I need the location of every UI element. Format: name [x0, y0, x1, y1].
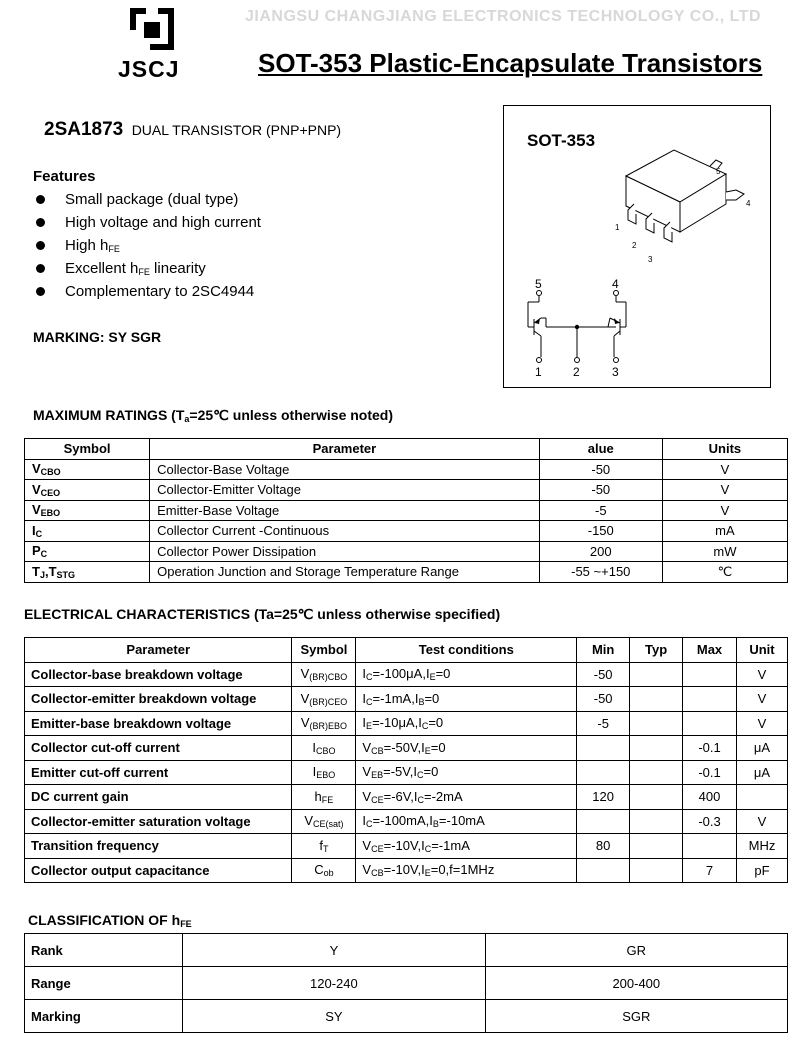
max-cell: -0.1	[683, 760, 737, 785]
parameter-cell: Collector Current -Continuous	[150, 521, 540, 542]
bullet-icon	[36, 218, 45, 227]
feature-item	[33, 234, 261, 257]
min-cell: -5	[577, 711, 630, 736]
value-cell: -150	[539, 521, 662, 542]
condition-cell: $I_C=-1mA,I_B=0$	[356, 687, 577, 712]
table-row	[25, 480, 788, 501]
column-header: Parameter	[150, 439, 540, 460]
column-header: Max	[683, 638, 737, 663]
feature-text: High voltage and high current	[65, 214, 261, 231]
electrical-table	[24, 637, 788, 883]
parameter-cell: Collector output capacitance	[25, 858, 292, 883]
max-cell: -0.3	[683, 809, 737, 834]
value-cell: -50	[539, 459, 662, 480]
part-number: 2SA1873	[44, 119, 124, 140]
condition-cell: $V_{CB}=-10V,I_E=0,f=1MHz$	[356, 858, 577, 883]
symbol-cell: $V_{(BR)EBO}$	[292, 711, 356, 736]
condition-cell: $I_E=-10\mu A,I_C=0$	[356, 711, 577, 736]
row-label-cell: Rank	[25, 934, 183, 967]
schematic-pin-4: 4	[612, 277, 619, 291]
symbol-cell: $T_J,T_{STG}$	[25, 562, 150, 583]
max-cell	[683, 662, 737, 687]
feature-text: Complementary to 2SC4944	[65, 283, 255, 300]
part-heading	[44, 119, 341, 141]
table-row	[25, 785, 788, 810]
schematic-pin-2: 2	[573, 365, 580, 379]
unit-cell: V	[662, 459, 787, 480]
max-cell	[683, 687, 737, 712]
max-cell: 400	[683, 785, 737, 810]
value-cell: SY	[183, 1000, 485, 1033]
symbol-cell: $V_{(BR)CBO}$	[292, 662, 356, 687]
symbol-cell: $V_{CEO}$	[25, 480, 150, 501]
max-ratings-heading: MAXIMUM RATINGS ($T_a=25℃$ unless otherwise noted)	[33, 407, 394, 424]
symbol-cell: $f_T$	[292, 834, 356, 859]
value-cell: -50	[539, 480, 662, 501]
value-cell: 200-400	[485, 967, 787, 1000]
symbol-cell: $C_{ob}$	[292, 858, 356, 883]
max-cell: 7	[683, 858, 737, 883]
unit-cell: V	[736, 687, 787, 712]
symbol-cell: $V_{EBO}$	[25, 500, 150, 521]
condition-cell: $V_{CB}=-50V,I_E=0$	[356, 736, 577, 761]
bullet-icon	[36, 241, 45, 250]
features-heading: Features	[33, 168, 96, 185]
table-row	[25, 760, 788, 785]
parameter-cell: Collector-base breakdown voltage	[25, 662, 292, 687]
column-header: Parameter	[25, 638, 292, 663]
table-row	[25, 834, 788, 859]
unit-cell: ℃	[662, 562, 787, 583]
feature-item	[33, 188, 261, 211]
typ-cell	[630, 785, 683, 810]
table-row	[25, 858, 788, 883]
schematic-pin-1: 1	[535, 365, 542, 379]
company-logo-icon	[128, 6, 176, 52]
symbol-cell: $V_{CBO}$	[25, 459, 150, 480]
parameter-cell: Operation Junction and Storage Temperature Range	[150, 562, 540, 583]
table-row	[25, 687, 788, 712]
table-row	[25, 934, 788, 967]
marking-text: MARKING: SY SGR	[33, 329, 162, 345]
symbol-cell: $I_{EBO}$	[292, 760, 356, 785]
parameter-cell: Collector cut-off current	[25, 736, 292, 761]
parameter-cell: Collector-Base Voltage	[150, 459, 540, 480]
unit-cell: V	[662, 500, 787, 521]
column-header: Symbol	[25, 439, 150, 460]
package-title: SOT-353	[527, 131, 596, 150]
max-cell	[683, 711, 737, 736]
unit-cell: MHz	[736, 834, 787, 859]
table-row	[25, 711, 788, 736]
bullet-icon	[36, 287, 45, 296]
column-header: Typ	[630, 638, 683, 663]
bullet-icon	[36, 195, 45, 204]
typ-cell	[630, 834, 683, 859]
value-cell: SGR	[485, 1000, 787, 1033]
page-title: SOT-353 Plastic-Encapsulate Transistors	[258, 48, 763, 78]
feature-text: High $h_{FE}$	[65, 237, 120, 254]
value-cell: GR	[485, 934, 787, 967]
table-row	[25, 662, 788, 687]
condition-cell: $V_{EB}=-5V,I_C=0$	[356, 760, 577, 785]
max-cell: -0.1	[683, 736, 737, 761]
feature-text: Small package (dual type)	[65, 191, 239, 208]
parameter-cell: Emitter cut-off current	[25, 760, 292, 785]
column-header: Units	[662, 439, 787, 460]
min-cell	[577, 809, 630, 834]
min-cell	[577, 858, 630, 883]
condition-cell: $I_C=-100mA,I_B=-10mA$	[356, 809, 577, 834]
unit-cell: V	[736, 809, 787, 834]
unit-cell: μA	[736, 736, 787, 761]
max-cell	[683, 834, 737, 859]
condition-cell: $V_{CE}=-6V,I_C=-2mA$	[356, 785, 577, 810]
parameter-cell: Collector-Emitter Voltage	[150, 480, 540, 501]
unit-cell: V	[662, 480, 787, 501]
body-pin-3: 3	[648, 255, 653, 264]
unit-cell: μA	[736, 760, 787, 785]
typ-cell	[630, 736, 683, 761]
condition-cell: $V_{CE}=-10V,I_C=-1mA$	[356, 834, 577, 859]
parameter-cell: DC current gain	[25, 785, 292, 810]
value-cell: Y	[183, 934, 485, 967]
row-label-cell: Range	[25, 967, 183, 1000]
min-cell: 120	[577, 785, 630, 810]
body-pin-4: 4	[746, 199, 751, 208]
symbol-cell: $h_{FE}$	[292, 785, 356, 810]
features-list	[33, 188, 261, 303]
min-cell: 80	[577, 834, 630, 859]
typ-cell	[630, 809, 683, 834]
unit-cell: V	[736, 662, 787, 687]
value-cell: -55 ~+150	[539, 562, 662, 583]
table-row	[25, 1000, 788, 1033]
feature-item	[33, 257, 261, 280]
typ-cell	[630, 662, 683, 687]
parameter-cell: Collector-emitter saturation voltage	[25, 809, 292, 834]
unit-cell: mA	[662, 521, 787, 542]
unit-cell: pF	[736, 858, 787, 883]
unit-cell: V	[736, 711, 787, 736]
min-cell: -50	[577, 662, 630, 687]
typ-cell	[630, 760, 683, 785]
feature-item	[33, 280, 261, 303]
value-cell: 120-240	[183, 967, 485, 1000]
symbol-cell: $V_{CE(sat)}$	[292, 809, 356, 834]
unit-cell	[736, 785, 787, 810]
value-cell: 200	[539, 541, 662, 562]
package-body-drawing	[626, 150, 744, 242]
min-cell	[577, 760, 630, 785]
classification-table	[24, 933, 788, 1033]
parameter-cell: Collector-emitter breakdown voltage	[25, 687, 292, 712]
table-row	[25, 967, 788, 1000]
feature-item	[33, 211, 261, 234]
parameter-cell: Emitter-Base Voltage	[150, 500, 540, 521]
condition-cell: $I_C=-100\mu A,I_E=0$	[356, 662, 577, 687]
column-header: Test conditions	[356, 638, 577, 663]
unit-cell: mW	[662, 541, 787, 562]
parameter-cell: Collector Power Dissipation	[150, 541, 540, 562]
row-label-cell: Marking	[25, 1000, 183, 1033]
symbol-cell: $P_C$	[25, 541, 150, 562]
package-drawing	[504, 106, 770, 387]
min-cell: -50	[577, 687, 630, 712]
classification-heading: CLASSIFICATION OF $h_{FE}$	[28, 912, 192, 929]
logo-text: JSCJ	[118, 56, 180, 82]
column-header: alue	[539, 439, 662, 460]
table-row	[25, 541, 788, 562]
column-header: Unit	[736, 638, 787, 663]
min-cell	[577, 736, 630, 761]
body-pin-2: 2	[632, 241, 637, 250]
typ-cell	[630, 858, 683, 883]
symbol-cell: $V_{(BR)CEO}$	[292, 687, 356, 712]
table-row	[25, 459, 788, 480]
table-row	[25, 736, 788, 761]
column-header: Min	[577, 638, 630, 663]
schematic-pin-3: 3	[612, 365, 619, 379]
parameter-cell: Emitter-base breakdown voltage	[25, 711, 292, 736]
watermark: JIANGSU CHANGJIANG ELECTRONICS TECHNOLOGY CO., LTD	[245, 8, 761, 25]
body-pin-1: 1	[615, 223, 620, 232]
symbol-cell: $I_{CBO}$	[292, 736, 356, 761]
electrical-heading: ELECTRICAL CHARACTERISTICS (Ta=25℃ unless otherwise specified)	[24, 606, 501, 622]
table-row	[25, 809, 788, 834]
parameter-cell: Transition frequency	[25, 834, 292, 859]
part-description: DUAL TRANSISTOR (PNP+PNP)	[131, 122, 342, 138]
value-cell: -5	[539, 500, 662, 521]
typ-cell	[630, 687, 683, 712]
table-row	[25, 500, 788, 521]
bullet-icon	[36, 264, 45, 273]
symbol-cell: $I_C$	[25, 521, 150, 542]
typ-cell	[630, 711, 683, 736]
schematic-pin-5: 5	[535, 277, 542, 291]
max-ratings-table	[24, 438, 788, 583]
table-row	[25, 562, 788, 583]
body-pin-5: 5	[716, 167, 721, 176]
feature-text: Excellent $h_{FE}$ linearity	[65, 260, 206, 277]
table-row	[25, 521, 788, 542]
column-header: Symbol	[292, 638, 356, 663]
